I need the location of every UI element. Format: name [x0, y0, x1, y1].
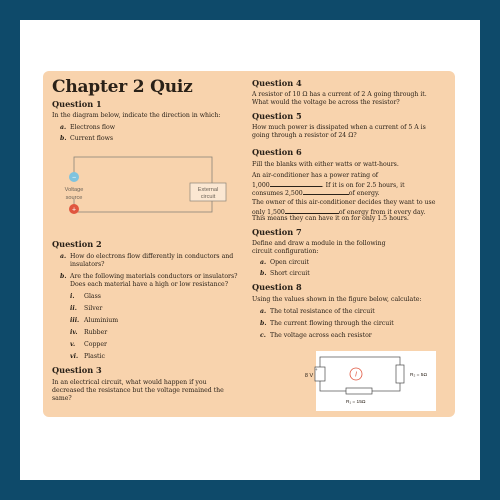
q6-line1: An air-conditioner has a power rating of	[252, 172, 379, 179]
q3-heading: Question 3	[52, 365, 102, 375]
external-label: External	[197, 187, 219, 193]
q5-line1: How much power is dissipated when a current of 5 A is	[252, 124, 426, 131]
q4-line2: What would the voltage be across the resistor?	[252, 99, 400, 106]
quiz-card	[43, 71, 455, 417]
q6-line5: only 1,500 of energy from it every day.	[252, 209, 426, 216]
material-item: v. Copper	[70, 341, 108, 348]
circuit-panel	[316, 351, 436, 411]
material-item: vi. Plastic	[70, 353, 105, 360]
q8-item-a: a. The total resistance of the circuit	[260, 308, 375, 315]
q6-line4: The owner of this air-conditioner decides they want to use	[252, 199, 436, 206]
q2-item-a: a. How do electrons flow differently in conductors and	[60, 253, 234, 260]
voltage-label: Voltage	[64, 187, 84, 193]
plus-sign: +	[71, 206, 77, 214]
q2-heading: Question 2	[52, 239, 102, 249]
r1-label: R₁ = 15Ω	[346, 400, 366, 405]
q6-line2: 1,000 . If it is on for 2.5 hours, it	[252, 182, 405, 189]
q6-line3: consumes 2,500 of energy.	[252, 190, 380, 197]
q1-circuit-diagram	[52, 149, 252, 229]
resistor-r1	[346, 388, 372, 394]
source-label: source	[65, 195, 83, 201]
material-item: ii. Silver	[70, 305, 103, 312]
chapter-title: Chapter 2 Quiz	[52, 77, 193, 97]
q6-intro: Fill the blanks with either watts or watt-hours.	[252, 161, 399, 168]
blank-3	[285, 207, 339, 214]
material-item: iv. Rubber	[70, 329, 108, 336]
q4-line1: A resistor of 10 Ω has a current of 2 A going through it.	[252, 91, 427, 98]
q5-heading: Question 5	[252, 111, 302, 121]
q2-item-b: b. Are the following materials conductors or insulators?	[60, 273, 238, 280]
q7-heading: Question 7	[252, 227, 302, 237]
q7-line1: Define and draw a module in the following	[252, 240, 386, 247]
q3-line2: decreased the resistance but the voltage remained the	[52, 387, 224, 394]
q3-line1: In an electrical circuit, what would happen if you	[52, 379, 207, 386]
q2-item-a-cont: insulators?	[70, 261, 105, 268]
material-item: i. Glass	[70, 293, 101, 300]
r2-label: R₂ = 5Ω	[410, 373, 428, 378]
circuit-label: circuit	[200, 194, 216, 200]
material-item: iii. Aluminium	[70, 317, 119, 324]
q1-item-b: b. Current flows	[60, 135, 114, 142]
minus-sign: −	[71, 174, 77, 182]
q7-item-b: b. Short circuit	[260, 270, 310, 277]
source-label: 8 V	[304, 373, 314, 379]
q8-circuit-diagram	[306, 345, 446, 417]
q7-item-a: a. Open circuit	[260, 259, 309, 266]
q7-line2: circuit configuration:	[252, 248, 319, 255]
q8-item-b: b. The current flowing through the circuit	[260, 320, 394, 327]
q1-heading: Question 1	[52, 99, 102, 109]
source-plus: +	[315, 367, 318, 372]
q5-line2: going through a resistor of 24 Ω?	[252, 132, 357, 139]
q6-heading: Question 6	[252, 147, 302, 157]
blank-2	[303, 188, 349, 195]
q8-intro: Using the values shown in the figure below, calculate:	[252, 296, 422, 303]
q1-item-a: a. Electrons flow	[60, 124, 116, 131]
q8-heading: Question 8	[252, 282, 302, 292]
current-label: I	[355, 371, 357, 379]
q2-item-b-cont: Does each material have a high or low resistance?	[70, 281, 229, 288]
q3-line3: same?	[52, 395, 72, 402]
q1-intro: In the diagram below, indicate the direction in which:	[52, 112, 221, 119]
q4-heading: Question 4	[252, 78, 302, 88]
q6-line6: This means they can have it on for only 1.5 hours.	[252, 215, 409, 222]
blank-1	[270, 180, 322, 187]
resistor-r2	[396, 365, 404, 383]
q8-item-c: c. The voltage across each resistor	[260, 332, 372, 339]
